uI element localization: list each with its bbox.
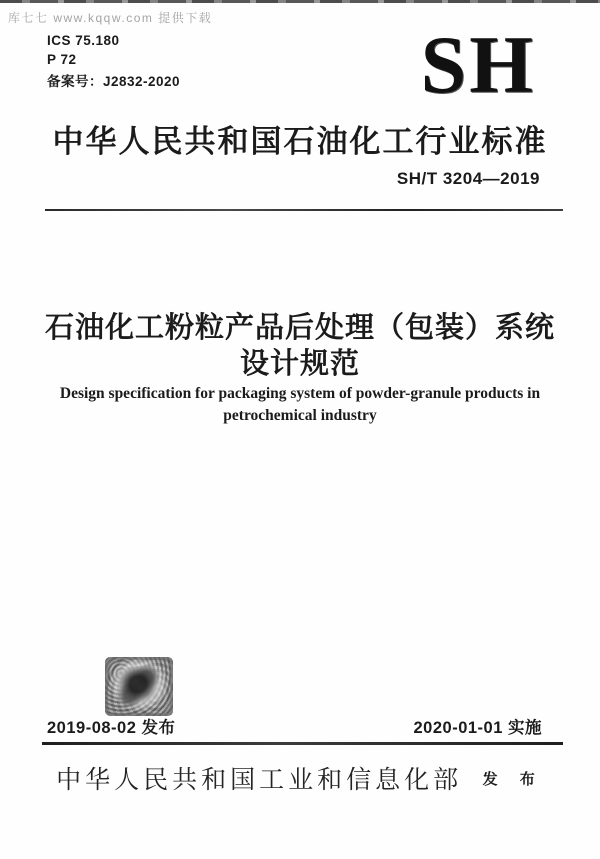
footer-divider-rule (42, 742, 563, 745)
seal-emblem-icon (114, 663, 163, 709)
title-english-line2: petrochemical industry (223, 407, 377, 424)
record-number: 备案号：J2832-2020 (47, 74, 181, 89)
header-divider-rule (45, 209, 563, 211)
publisher-row (0, 760, 600, 796)
title-english-line1: Design specification for packaging system of powder-granule products in (59, 385, 541, 402)
ics-code: ICS 75.180 (47, 33, 120, 48)
implementation-date: 2020-01-01 实施 (413, 719, 542, 737)
publish-label: 发 布 (482, 771, 544, 788)
standard-type-heading: 中华人民共和国石油化工行业标准 (52, 124, 548, 159)
official-seal-stamp-icon (105, 657, 173, 716)
doc-class-code: P 72 (47, 52, 77, 67)
publisher-name: 中华人民共和国工业和信息化部 (56, 766, 463, 794)
scan-edge-artifact (0, 0, 600, 3)
sh-logo: SH (420, 19, 536, 110)
issue-date: 2019-08-02 发布 (47, 719, 176, 737)
site-watermark: 库七七 www.kqqw.com 提供下载 (8, 11, 213, 25)
title-chinese-line1: 石油化工粉粒产品后处理（包装）系统 (44, 312, 555, 344)
standard-number: SH/T 3204—2019 (396, 169, 540, 188)
title-chinese-line2: 设计规范 (239, 348, 360, 380)
